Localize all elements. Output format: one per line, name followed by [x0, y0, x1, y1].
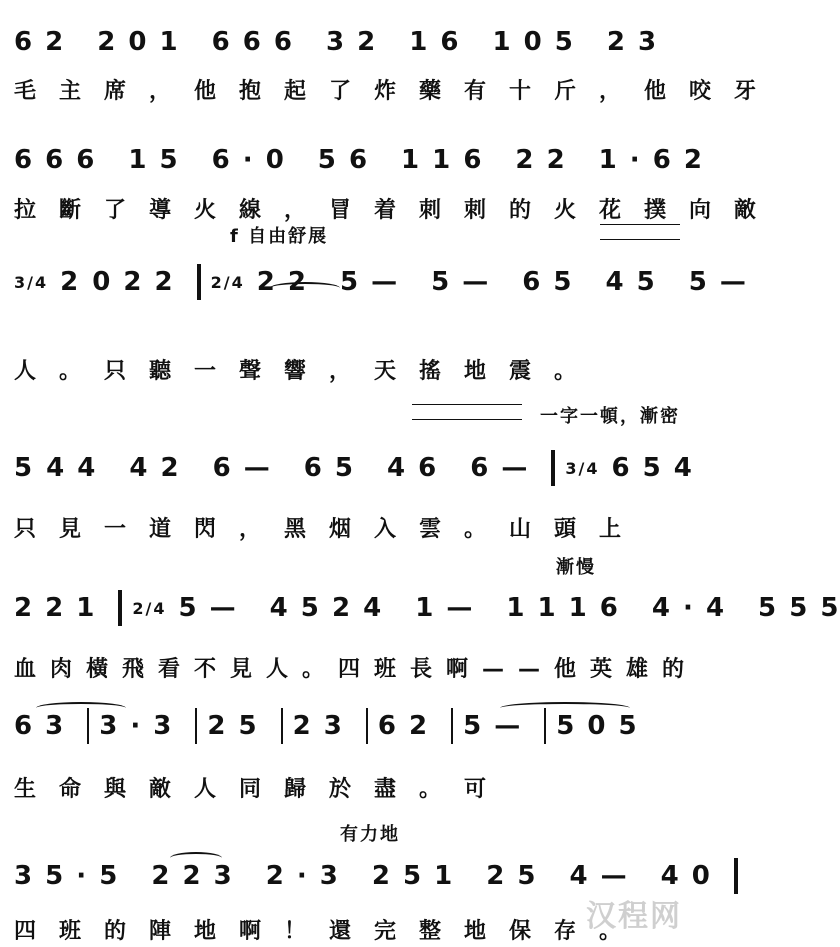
measure: 1 1 6	[401, 145, 484, 175]
measure: 6 3	[14, 711, 66, 741]
measure: 2 2 1	[14, 593, 97, 623]
tempo-instruction: 漸慢	[556, 557, 596, 578]
lyrics-row-1: 毛主席，他抱起了炸藥有十斤，他咬牙	[14, 79, 780, 104]
tie-slur	[500, 702, 630, 714]
crescendo-hairpin	[600, 224, 680, 240]
measure: 2 2	[256, 267, 308, 297]
lyrics-row-5: 血肉橫飛看不見人。四班長啊——他英雄的	[14, 657, 699, 682]
barline	[195, 708, 197, 744]
measure: 3 5 · 5	[14, 861, 120, 891]
measure: 4 2	[129, 453, 181, 483]
time-signature: 3/4	[565, 458, 600, 478]
final-barline	[734, 858, 738, 894]
time-signature: 2/4	[132, 598, 167, 618]
measure: 6 6 6	[211, 27, 295, 57]
tie-slur	[270, 282, 340, 294]
measure: 1 · 6 2	[598, 145, 704, 175]
measure: 1 1 1 6	[506, 593, 620, 623]
measure: 5 0 5	[556, 711, 639, 741]
measure: 6 —	[470, 453, 530, 483]
measure: 6 · 0	[211, 145, 286, 175]
barline	[281, 708, 283, 744]
notes-row-2	[14, 140, 704, 180]
tie-slur	[170, 852, 222, 864]
measure: 4 5 2 4	[269, 593, 384, 623]
lyrics-row-4: 只見一道閃，黑烟入雲。山頭上	[14, 517, 645, 542]
measure: 5 6	[317, 145, 370, 175]
lyrics-row-6: 生命與敵人同歸於盡。可	[14, 777, 510, 802]
expression-instruction: 有力地	[340, 824, 400, 845]
double-barline	[118, 590, 122, 626]
measure: 2 5	[207, 711, 259, 741]
measure: 1 0 5	[492, 27, 575, 57]
measure: 6 2	[377, 711, 430, 741]
notes-row-3	[14, 262, 748, 302]
measure: 1 6	[409, 27, 461, 57]
measure: 3 · 3	[99, 711, 174, 741]
barline	[366, 708, 368, 744]
time-signature: 2/4	[210, 272, 245, 292]
measure: 4 6	[386, 453, 439, 483]
measure: 3 2	[326, 27, 378, 57]
lyrics-row-7: 四班的陣地啊！還完整地保存。	[14, 919, 645, 944]
measure: 4 0	[660, 861, 712, 891]
notes-row-7	[14, 856, 712, 896]
watermark-logo: 汉程网	[586, 899, 682, 934]
dynamic-marking: f 自由舒展	[230, 226, 329, 247]
measure: 4 4	[46, 453, 98, 483]
tie-slur	[36, 702, 126, 714]
measure: 5 —	[463, 711, 523, 741]
measure: 2 0 1	[97, 27, 180, 57]
measure: 5	[14, 453, 35, 483]
barline	[451, 708, 453, 744]
measure: 2 5 1	[371, 861, 455, 891]
measure: 2 2	[515, 145, 567, 175]
measure: 6 5 4	[611, 453, 694, 483]
measure: 5 5 5	[758, 593, 840, 623]
measure: 4 —	[569, 861, 629, 891]
notes-row-5	[14, 588, 840, 628]
measure: 1 —	[415, 593, 475, 623]
measure: 6 5	[522, 267, 574, 297]
crescendo-hairpin	[412, 404, 522, 420]
double-barline	[197, 264, 201, 300]
measure: 6 5	[303, 453, 355, 483]
measure: 5 —	[339, 267, 400, 297]
measure: 0 2 2	[92, 267, 175, 297]
measure: 6 2	[14, 27, 66, 57]
measure: 2 3	[606, 27, 659, 57]
notes-row-4	[14, 448, 694, 488]
measure: 6 —	[212, 453, 272, 483]
measure: 2 3	[292, 711, 344, 741]
double-barline	[551, 450, 555, 486]
notes-row-1	[14, 22, 690, 62]
measure: 2 · 3	[265, 861, 340, 891]
measure: 5 —	[178, 593, 238, 623]
measure: 6 6 6	[14, 145, 97, 175]
measure: 4 5	[605, 267, 657, 297]
measure: 5 —	[688, 267, 748, 297]
lyrics-row-3: 人。只聽一聲響，天搖地震。	[14, 359, 600, 384]
tempo-instruction: 一字一頓，漸密	[540, 406, 680, 427]
lyrics-row-2: 拉斷了導火線，冒着刺刺的火花撲向敵	[14, 198, 780, 223]
measure: 2 2 3	[151, 861, 234, 891]
measure: 1 5	[128, 145, 180, 175]
measure: 4 · 4	[651, 593, 727, 623]
measure: 5 —	[431, 267, 491, 297]
time-signature: 3/4	[14, 272, 49, 292]
measure: 2	[60, 267, 81, 297]
measure: 2 5	[486, 861, 538, 891]
